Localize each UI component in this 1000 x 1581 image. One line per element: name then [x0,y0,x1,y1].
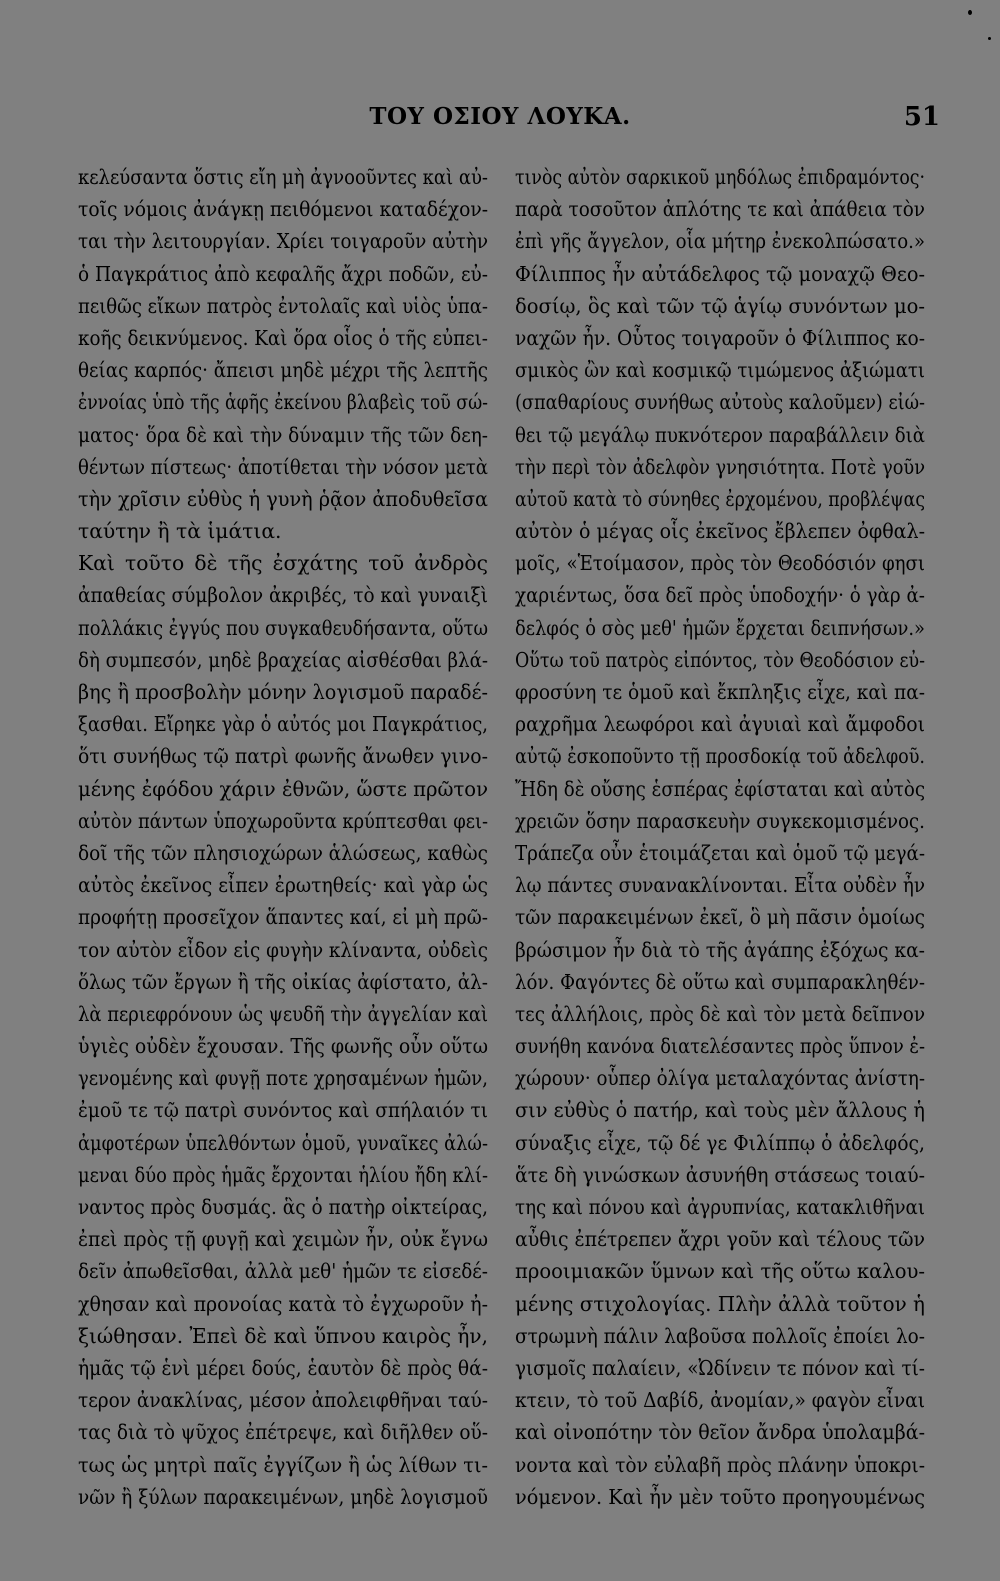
text-line: μένης στιχολογίας. Πλὴν ἀλλὰ τοῦτον ἡ [515,1291,925,1316]
text-line: σμικὸς ὢν καὶ κοσμικῷ τιμώμενος ἀξιώματι [515,358,925,383]
text-line: βρώσιμον ἦν διὰ τὸ τῆς ἀγάπης ἐξόχως κα- [515,937,925,962]
text-line: της καὶ πόνου καὶ ἀγρυπνίας, κατακλιθῆναι [515,1195,925,1219]
text-line: Φίλιππος ἦν αὐτάδελφος τῷ μοναχῷ Θεο- [515,261,925,286]
text-line: γισμοῖς παλαίειν, «Ὠδίνειν τε πόνον καὶ τί- [515,1355,925,1380]
text-line: μεναι δύο πρὸς ἡμᾶς ἔρχονται ἡλίου ἤδη κλί- [78,1162,488,1187]
text-line: ὑγιὲς οὐδὲν ἔχουσαν. Τῆς φωνῆς οὖν οὕτω [78,1034,488,1059]
text-line: βης ἢ προσβολὴν μόνην λογισμοῦ παραδέ- [78,680,488,704]
text-line: κοῆς δεικνύμενος. Καὶ ὅρα οἷος ὁ τῆς εὐπει- [78,325,488,350]
text-line: μένης ἐφόδου χάριν ἐθνῶν, ὥστε πρῶτον [78,776,488,801]
text-line: τερον ἀνακλίνας, μέσον ἀπολειφθῆναι ταύ- [78,1388,488,1413]
text-line: ἐμοῦ τε τῷ πατρὶ συνόντος καὶ σπήλαιόν τι [78,1098,488,1123]
text-line: αὐτοῦ κατὰ τὸ σύνηθες ἐρχομένου, προβλέψας [515,486,925,511]
text-line: ὅλως τῶν ἔργων ἢ τῆς οἰκίας ἀφίστατο, ἀλ- [78,969,488,994]
text-line: Τράπεζα οὖν ἑτοιμάζεται καὶ ὁμοῦ τῷ μεγά- [515,840,925,865]
text-line: ἀπαθείας σύμβολον ἀκριβές, τὸ καὶ γυναιξὶ [78,583,488,608]
text-line: σύναξις εἶχε, τῷ δέ γε Φιλίππῳ ὁ ἀδελφός, [515,1130,925,1155]
text-line: νοντα καὶ τὸν εὐλαβῆ πρὸς πλάνην ὑποκρι- [515,1452,925,1477]
text-line: θέντων πίστεως· ἀποτίθεται τὴν νόσον μετὰ [78,454,488,479]
text-line: δοῖ τῆς τῶν πλησιοχώρων ἁλώσεως, καθὼς [78,840,488,865]
text-line: σιν εὐθὺς ὁ πατήρ, καὶ τοὺς μὲν ἄλλους ἡ [515,1098,925,1123]
text-line: ἐπὶ γῆς ἄγγελον, οἷα μήτηρ ἐνεκολπώσατο.» [515,229,925,254]
running-head-title: ΤΟΥ ΟΣΙΟΥ ΛΟΥΚΑ. [369,103,631,130]
text-line: κελεύσαντα ὅστις εἴη μὴ ἀγνοοῦντες καὶ αὐ- [78,165,488,189]
left-text-column [78,161,488,1513]
text-line: τὴν χρῖσιν εὐθὺς ἡ γυνὴ ῥᾷον ἀποδυθεῖσα [78,486,488,511]
text-line: ξασθαι. Εἴρηκε γὰρ ὁ αὐτός μοι Παγκράτιος, [78,712,488,737]
text-line: ὅτι συνήθως τῷ πατρὶ φωνῆς ἄνωθεν γινο- [78,744,488,769]
text-line: (σπαθαρίους συνήθως αὐτοὺς καλοῦμεν) εἰώ- [515,390,925,415]
text-line: αὐτῷ ἐσκοποῦντο τῇ προσδοκίᾳ τοῦ ἀδελφοῦ. [515,744,925,769]
text-line: τινὸς αὐτὸν σαρκικοῦ μηδόλως ἐπιδραμόντος· [515,165,925,189]
text-line: αὖθις ἐπέτρεπεν ἄχρι γοῦν καὶ τέλους τῶν [515,1227,925,1252]
text-line: χρειῶν ὅσην παρασκευὴν συγκεκομισμένος. [515,808,925,833]
text-line: κτειν, τὸ τοῦ Δαβίδ, ἀνομίαν,» φαγὸν εἶναι [515,1388,925,1413]
text-line: λὰ περιεφρόνουν ὡς ψευδῆ τὴν ἀγγελίαν καὶ [78,1001,488,1026]
text-line: Ἤδη δὲ οὔσης ἑσπέρας ἐφίσταται καὶ αὐτὸς [515,776,925,801]
text-line: τες ἀλλήλοις, πρὸς δὲ καὶ τὸν μετὰ δεῖπνον [515,1001,925,1026]
text-line: νόμενον. Καὶ ἦν μὲν τοῦτο προηγουμένως [515,1484,925,1509]
text-line: ξιώθησαν. Ἐπεὶ δὲ καὶ ὕπνου καιρὸς ἦν, [78,1323,488,1348]
text-line: ταύτην ἢ τὰ ἱμάτια. [78,519,282,544]
text-line: θει τῷ μεγάλῳ πυκνότερον παραβάλλειν διὰ [515,422,925,447]
text-line: ἀμφοτέρων ὑπελθόντων ὁμοῦ, γυναῖκες ἀλώ- [78,1130,488,1155]
text-line: συνήθη κανόνα διατελέσαντες πρὸς ὕπνον ἐ- [515,1034,925,1059]
text-line: δὴ συμπεσόν, μηδὲ βραχείας αἰσθέσθαι βλά- [78,647,488,672]
text-line: πειθῶς εἴκων πατρὸς ἐντολαῖς καὶ υἱὸς ὑπα- [78,293,488,318]
text-line: λόν. Φαγόντες δὲ οὕτω καὶ συμπαρακληθέν- [515,969,925,994]
text-line: ὁ Παγκράτιος ἀπὸ κεφαλῆς ἄχρι ποδῶν, εὐ- [78,261,488,286]
text-line: χαριέντως, ὅσα δεῖ πρὸς ὑποδοχήν· ὁ γὰρ ἀ- [515,583,925,608]
text-line: χώρουν· οὗπερ ὀλίγα μεταλαχόντας ἀνίστη- [515,1066,925,1091]
text-line: αὐτὸν πάντων ὑποχωροῦντα κρύπτεσθαι φει- [78,808,488,833]
text-line: ἐννοίας ὑπὸ τῆς ἁφῆς ἐκείνου βλαβεὶς τοῦ σώ- [78,390,488,415]
text-line: ἅτε δὴ γινώσκων ἀσυνήθη στάσεως τοιαύ- [515,1162,925,1187]
text-line: φροσύνη τε ὁμοῦ καὶ ἔκπληξις εἶχε, καὶ πα- [515,680,925,704]
text-line: θείας καρπός· ἄπεισι μηδὲ μέχρι τῆς λεπτῆς [78,358,488,383]
right-text-column [515,161,925,1513]
text-line: ματος· ὅρα δὲ καὶ τὴν δύναμιν τῆς τῶν δεη- [78,422,488,447]
text-line: ἐπεὶ πρὸς τῇ φυγῇ καὶ χειμὼν ἦν, οὐκ ἔγνω [78,1227,488,1252]
text-line: τῶν παρακειμένων ἐκεῖ, ὃ μὴ πᾶσιν ὁμοίως [515,905,925,930]
text-line: ραχρῆμα λεωφόροι καὶ ἀγυιαὶ καὶ ἄμφοδοι [515,712,925,737]
text-line: τοῖς νόμοις ἀνάγκῃ πειθόμενοι καταδέχον- [78,197,488,222]
text-line: ναχῶν ἦν. Οὗτος τοιγαροῦν ὁ Φίλιππος κο- [515,325,925,350]
text-line: αὐτὸν ὁ μέγας οἷς ἐκεῖνος ἔβλεπεν ὀφθαλ- [515,519,925,544]
text-line: καὶ οἰνοπότην τὸν θεῖον ἄνδρα ὑπολαμβά- [515,1420,925,1445]
ink-speck [988,37,991,40]
text-line: στρωμνὴ πάλιν λαβοῦσα πολλοῖς ἐποίει λο- [515,1323,925,1348]
text-line: νῶν ἢ ξύλων παρακειμένων, μηδὲ λογισμοῦ [78,1484,488,1509]
text-line: προοιμιακῶν ὕμνων καὶ τῆς οὕτω καλου- [515,1259,925,1284]
text-line: λῳ πάντες συνανακλίνονται. Εἶτα οὐδὲν ἦν [515,873,925,898]
text-line: τον αὐτὸν εἶδον εἰς φυγὴν κλίναντα, οὐδεὶς [78,937,488,962]
text-line: πολλάκις ἐγγύς που συγκαθευδήσαντα, οὕτω [78,615,488,640]
text-line: ται τὴν λειτουργίαν. Χρίει τοιγαροῦν αὐτὴν [78,229,488,254]
text-line: παρὰ τοσοῦτον ἁπλότης τε καὶ ἀπάθεια τὸν [515,197,925,222]
text-line: Οὕτω τοῦ πατρὸς εἰπόντος, τὸν Θεοδόσιον εὐ- [515,647,925,672]
ink-speck [968,10,972,15]
text-line: Καὶ τοῦτο δὲ τῆς ἐσχάτης τοῦ ἀνδρὸς [78,551,488,576]
text-line: τως ὡς μητρὶ παῖς ἐγγίζων ἢ ὡς λίθων τι- [78,1452,488,1477]
text-line: προφήτῃ προσεῖχον ἅπαντες καί, εἰ μὴ πρῶ- [78,905,488,930]
page-number: 51 [903,102,940,132]
text-line: γενομένης καὶ φυγῇ ποτε χρησαμένων ἡμῶν, [78,1066,488,1091]
text-line: μοῖς, «Ἑτοίμασον, πρὸς τὸν Θεοδόσιόν φησι [515,551,925,576]
text-line: δεῖν ἀπωθεῖσθαι, ἀλλὰ μεθ' ἡμῶν τε εἰσεδέ- [78,1259,488,1284]
text-line: δοσίῳ, ὃς καὶ τῶν τῷ ἁγίῳ συνόντων μο- [515,293,925,318]
text-line: αὐτὸς ἐκεῖνος εἶπεν ἐρωτηθείς· καὶ γὰρ ὡς [78,873,488,898]
text-line: ἡμᾶς τῷ ἑνὶ μέρει δούς, ἑαυτὸν δὲ πρὸς θά- [78,1355,488,1380]
text-line: τὴν περὶ τὸν ἀδελφὸν γνησιότητα. Ποτὲ γοῦν [515,454,925,479]
text-line: ναντος πρὸς δυσμάς. ἃς ὁ πατὴρ οἰκτείρας, [78,1195,488,1219]
text-line: τας διὰ τὸ ψῦχος ἐπέτρεψε, καὶ διῆλθεν οὕ- [78,1420,488,1445]
text-line: χθησαν καὶ προνοίας κατὰ τὸ ἐγχωροῦν ἠ- [78,1291,488,1316]
text-line: δελφός ὁ σὸς μεθ' ἡμῶν ἔρχεται δειπνήσων.» [515,615,925,640]
